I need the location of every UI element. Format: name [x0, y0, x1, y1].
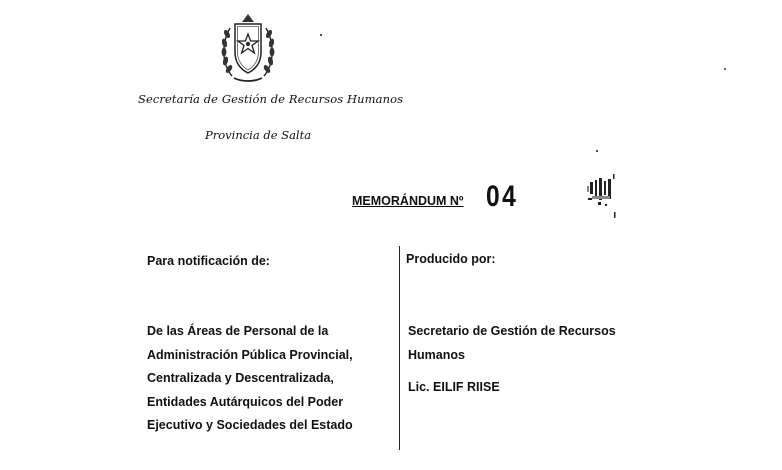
province-name: Provincia de Salta — [205, 128, 312, 142]
organization-name: Secretaría de Gestión de Recursos Humanos — [138, 92, 404, 106]
producer-text — [408, 320, 668, 367]
memo-label: MEMORÁNDUM Nº — [352, 194, 464, 208]
scan-speck — [320, 34, 322, 36]
recipients-line: Ejecutivo y Sociedades del Estado — [147, 418, 353, 432]
memo-number: 04 — [486, 180, 519, 213]
scan-speck — [596, 150, 598, 152]
recipients-line: Administración Pública Provincial, — [147, 347, 353, 362]
recipients-line: De las Áreas de Personal de la — [147, 324, 329, 338]
recipients-line: Entidades Autárquicos del Poder — [147, 394, 344, 409]
signer-name: Lic. EILIF RIISE — [408, 380, 500, 394]
produced-by-heading: Producido por: — [406, 252, 496, 266]
stamp-mark-icon — [578, 172, 622, 220]
recipients-line: Centralizada y Descentralizada, — [147, 371, 334, 385]
recipients-text — [147, 320, 395, 438]
coat-of-arms-icon — [218, 12, 278, 86]
column-divider — [399, 246, 400, 450]
producer-line: Humanos — [408, 347, 465, 362]
notification-heading: Para notificación de: — [147, 254, 270, 268]
scan-speck — [724, 68, 726, 70]
producer-line: Secretario de Gestión de Recursos — [408, 324, 616, 338]
